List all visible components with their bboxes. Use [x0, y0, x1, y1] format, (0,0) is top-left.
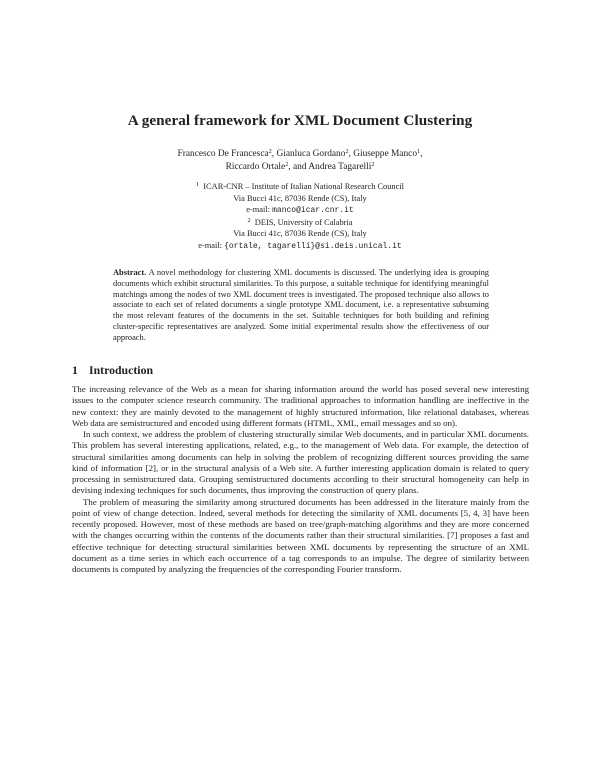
email-label: e-mail:: [246, 205, 273, 215]
author-separator: ,: [348, 149, 354, 159]
author-line-2: [0, 161, 600, 174]
author-line-1: [0, 148, 600, 161]
affiliation-address: Via Bucci 41c, 87036 Rende (CS), Italy: [233, 193, 367, 203]
author-name: Riccardo Ortale: [225, 161, 286, 172]
affiliation-line: [0, 181, 600, 193]
affiliation-block: [0, 181, 600, 253]
affiliation-mark: 2: [345, 148, 349, 155]
affiliation-mark: 2: [268, 148, 272, 155]
affiliation-mark: 2: [371, 160, 375, 168]
affiliation-address: Via Bucci 41c, 87036 Rende (CS), Italy: [233, 229, 367, 239]
author-separator: ,: [420, 149, 423, 159]
section-number: 1: [72, 363, 78, 377]
author-separator: , and: [288, 161, 309, 172]
body-paragraph: In such context, we address the problem of clustering structurally similar Web documents, and in particular XML documents. This problem has several interesting applications, related, e.g., to the management of Web data. For example, the detection of structural similarities among documents can help in solving the problem of recognizing different sources providing the same kind of information [2], or in the structural analysis of a Web site. A further interesting application domain is related to query processing in semistructured data. Grouping semistructured documents according to their structural homogeneity can help in devising indexing techniques for such documents, thus improving the construction of query plans.: [72, 429, 529, 496]
section-body: [72, 384, 529, 575]
abstract-text: A novel methodology for clustering XML documents is discussed. The underlying idea is grouping documents which exhibit structural similarities. To this purpose, a suitable technique for identifying meaningful matchings among the nodes of two XML document trees is investigated. The proposed technique also allows to associate to each set of related documents a single prototype XML document, i.e. a representative subsuming the most relevant features of the documents in the set. Suitable techniques for both building and refining cluster-specific representatives are analyzed. Some initial experimental results show the effectiveness of our approach.: [113, 268, 489, 342]
author-block: [0, 148, 600, 173]
body-paragraph: The problem of measuring the similarity among structured documents has been addressed in the literature mainly from the point of view of change detection. Indeed, several methods for detecting the similarity of XML documents [5, 4, 3] have been recently proposed. However, most of these methods are based on tree/graph-matching algorithms and they are more concerned with the changes occurring within the contents of the documents rather than their structural similarities. [7] proposes a fast and effective technique for detecting structural similarities between XML documents by representing the structure of an XML document as a time series in which each occurrence of a tag corresponds to an impulse. The degree of similarity between documents is computed by analyzing the frequencies of the corresponding Fourier transform.: [72, 496, 529, 574]
affiliation-1: [0, 181, 600, 217]
author-name: Francesco De Francesca: [177, 149, 269, 159]
affiliation-name: ICAR-CNR – Institute of Italian National Research Council: [203, 182, 404, 191]
author-name: Gianluca Gordano: [276, 149, 346, 159]
abstract: [113, 268, 489, 344]
email-address[interactable]: {ortale, tagarelli}@si.deis.unical.it: [224, 241, 402, 251]
affiliation-mark: 2: [285, 160, 289, 168]
email-address[interactable]: manco@icar.cnr.it: [272, 206, 354, 216]
section-title: Introduction: [89, 363, 154, 377]
affiliation-2: [0, 217, 600, 253]
section-heading: [72, 363, 153, 378]
affiliation-mark: 2: [247, 216, 251, 224]
affiliation-name: DEIS, University of Calabria: [254, 217, 353, 227]
author-name: Giuseppe Manco: [353, 149, 418, 159]
affiliation-email-line: [0, 240, 600, 253]
body-paragraph: The increasing relevance of the Web as a mean for sharing information around the world has posed several new interesting issues to the computer science research community. The traditional approaches to information handling are ineffective in the new context: they are mainly devoted to the management of highly structured information, like relational databases, whereas Web data are semistructured and encoded using different formats (HTML, XML, email messages and so on).: [72, 384, 529, 428]
abstract-label: Abstract.: [113, 268, 147, 277]
author-name: Andrea Tagarelli: [308, 161, 372, 172]
affiliation-email-line: [0, 204, 600, 217]
affiliation-mark: 1: [195, 181, 200, 188]
affiliation-mark: 1: [417, 148, 421, 155]
email-label: e-mail:: [198, 240, 225, 250]
paper-title: A general framework for XML Document Clustering: [127, 112, 473, 129]
author-separator: ,: [271, 149, 277, 159]
affiliation-line: [0, 217, 600, 229]
